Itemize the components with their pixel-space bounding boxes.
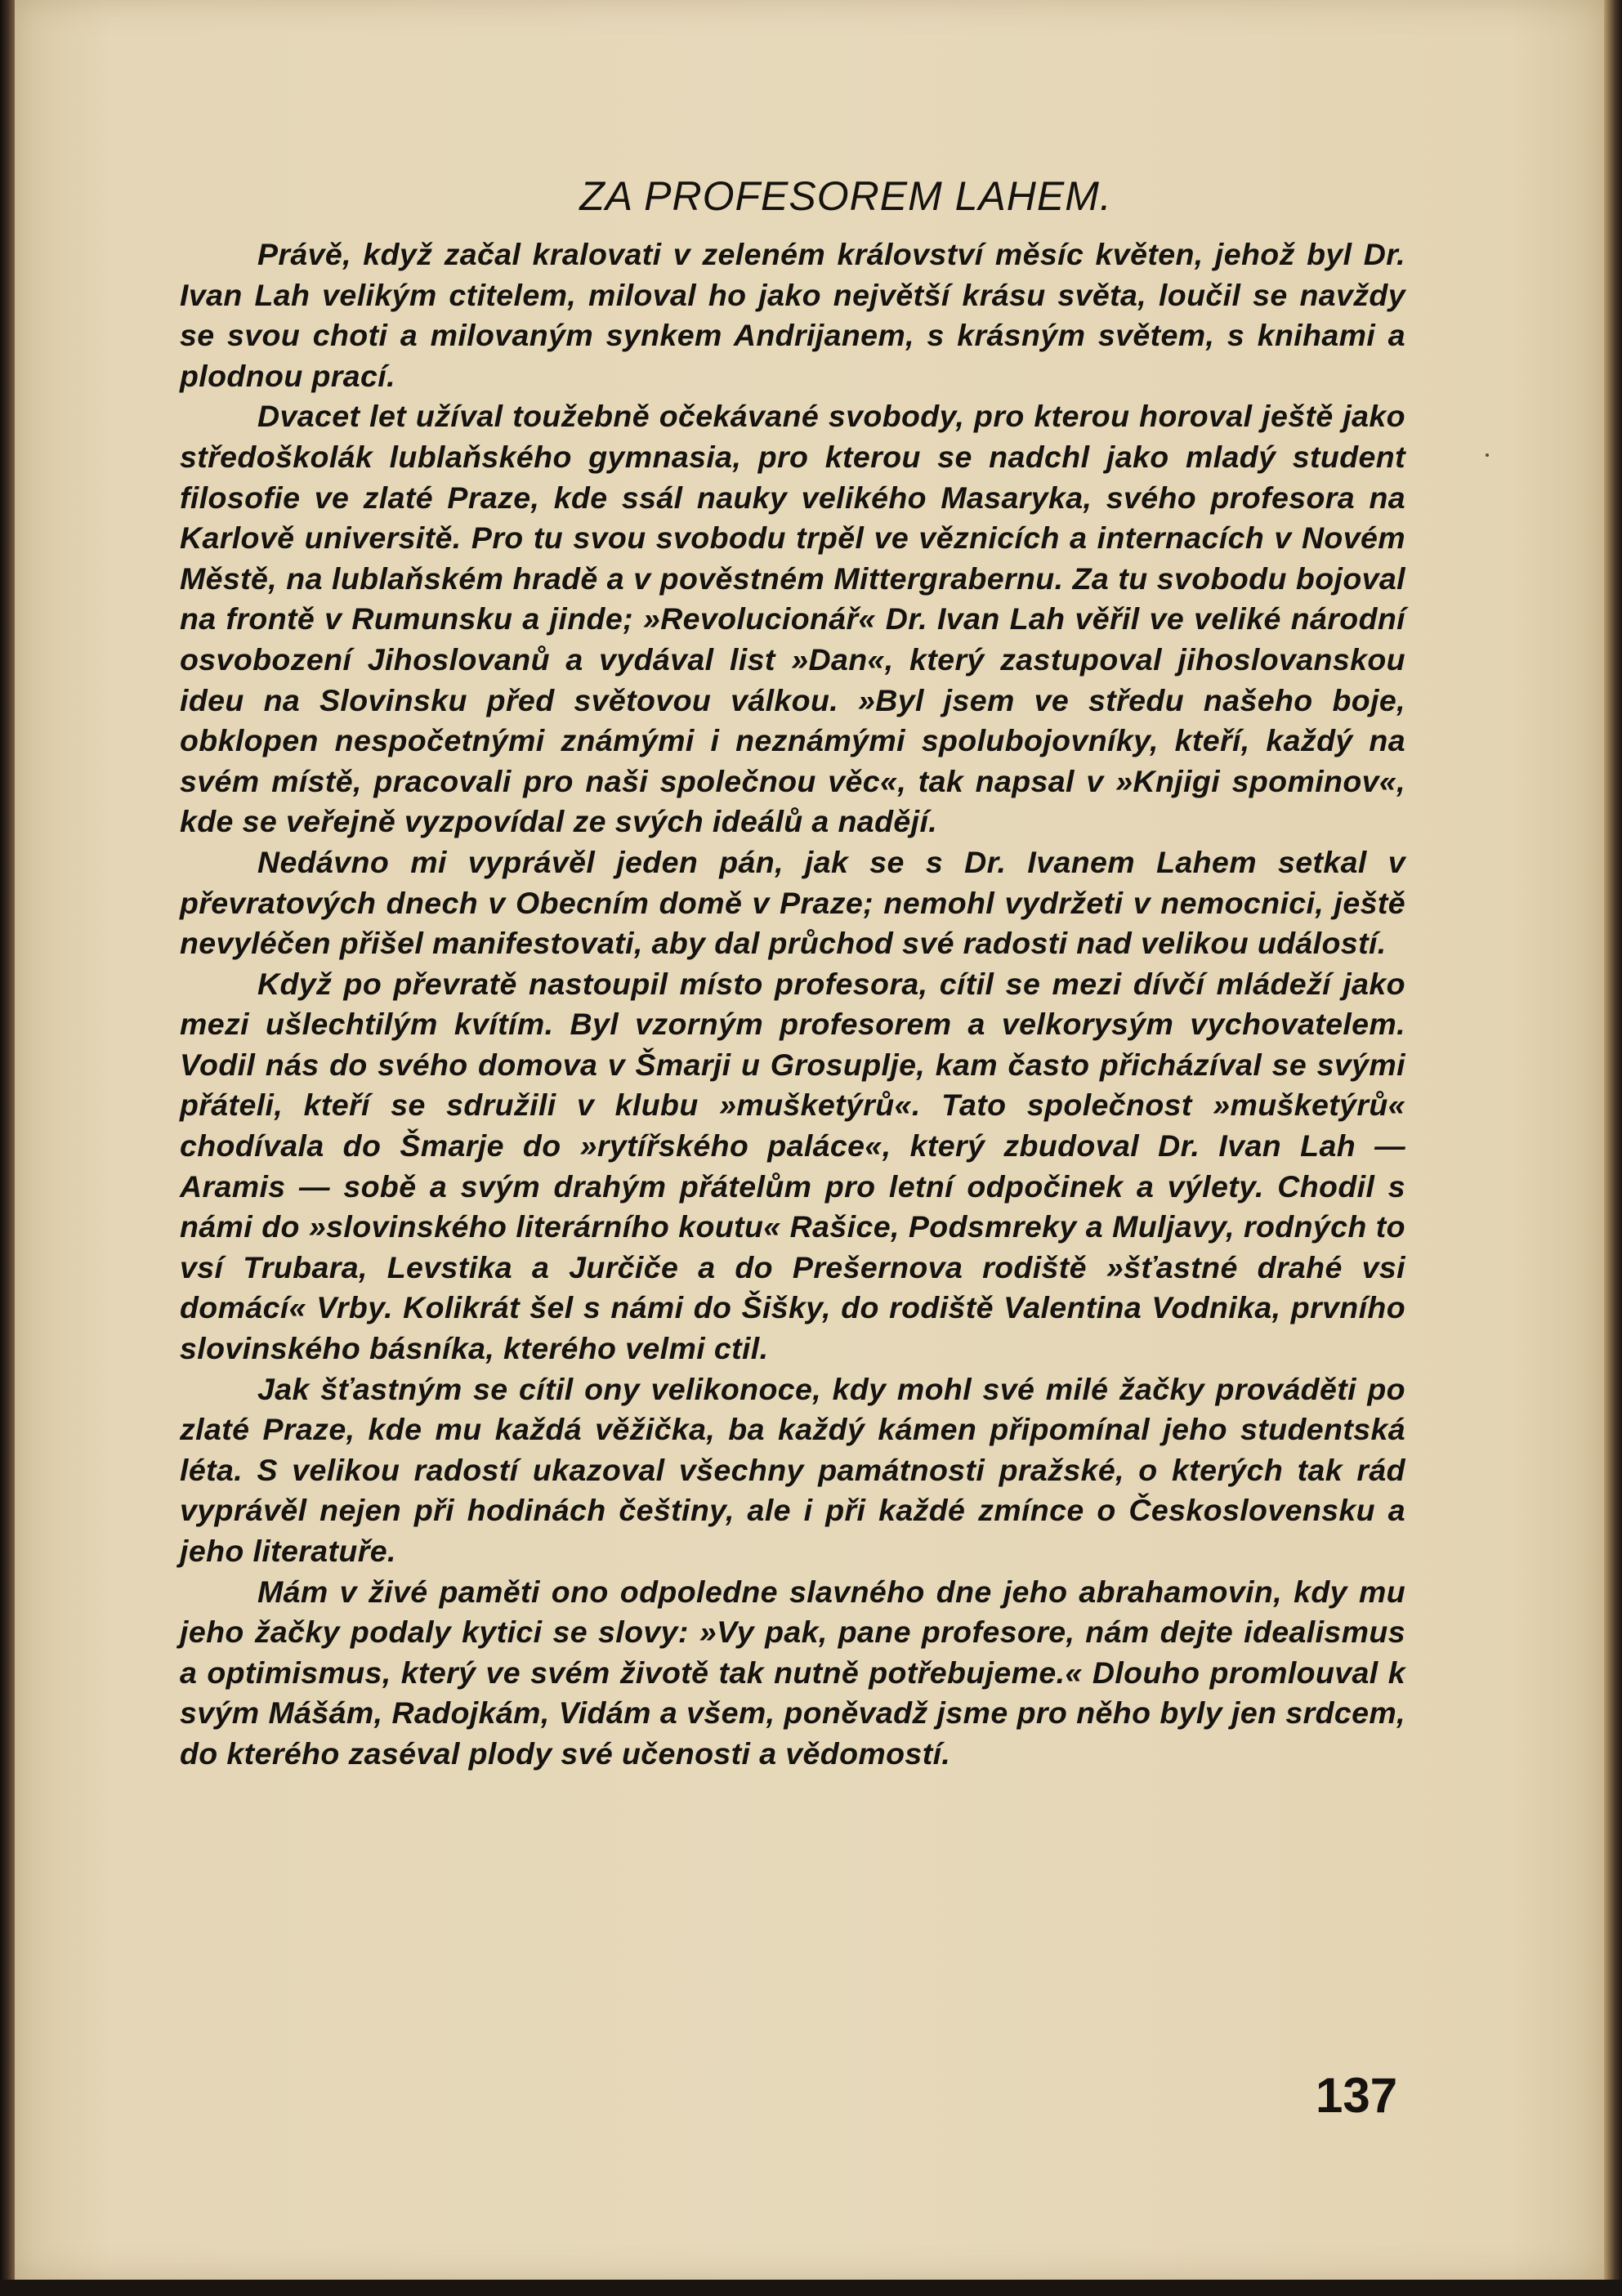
paragraph-1: Právě, když začal kralovati v zeleném království měsíc květen, jehož byl Dr. Ivan Lah velikým ctitelem, miloval ho jako největší krásu světa, loučil se navždy se svou choti a milovaným synkem Andrijanem, s krásným světem, s knihami a plodnou prací. xyxy=(180,237,1405,393)
paragraph-2: Dvacet let užíval toužebně očekávané svobody, pro kterou horoval ještě jako středoškolák lublaňského gymnasia, pro kterou se nadchl jako mladý student filosofie ve zlaté Praze, kde ssál nauky velikého Masaryka, svého profesora na Karlově universitě. Pro tu svou svobodu trpěl ve věznicích a internacích v Novém Městě, na lublaňském hradě a v pověstném Mittergrabernu. Za tu svobodu bojoval na frontě v Rumunsku a jinde; »Revolucionář« Dr. Ivan Lah věřil ve veliké národní osvobození Jihoslovanů a vydával list »Dan«, který zastupoval jihoslovanskou ideu na Slovinsku před světovou válkou. »Byl jsem ve středu našeho boje, obklopen nespočetnými známými i neznámými spolubojovníky, kteří, každý na svém místě, pracovali pro naši společnou věc«, tak napsal v »Knjigi spominov«, kde se veřejně vyzpovídal ze svých ideálů a nadějí. xyxy=(180,399,1405,839)
book-spine-shadow xyxy=(0,0,15,2296)
paper-speck xyxy=(1486,453,1489,457)
page-right-edge xyxy=(1604,0,1622,2296)
paragraph-6: Mám v živé paměti ono odpoledne slavného dne jeho abrahamovin, kdy mu jeho žačky podaly kytici se slovy: »Vy pak, pane profesore, nám dejte idealismus a optimismus, který ve svém životě tak nutně potřebujeme.« Dlouho promlouval k svým Mášám, Radojkám, Vidám a všem, poněvadž jsme pro něho byly jen srdcem, do kterého zaséval plody své učenosti a vědomostí. xyxy=(180,1574,1405,1771)
article-body xyxy=(180,168,1405,1775)
page-number: 137 xyxy=(1316,2068,1398,2123)
article-title: ZA PROFESOREM LAHEM. xyxy=(579,173,1112,219)
page-bottom-edge xyxy=(0,2280,1622,2296)
paragraph-3: Nedávno mi vyprávěl jeden pán, jak se s Dr. Ivanem Lahem setkal v převratových dnech v Obecním domě v Praze; nemohl vydržeti v nemocnici, ještě nevyléčen přišel manifestovati, aby dal průchod své radosti nad velikou událostí. xyxy=(180,844,1405,961)
paragraph-5: Jak šťastným se cítil ony velikonoce, kdy mohl své milé žačky prováděti po zlaté Praze, kde mu každá věžička, ba každý kámen připomínal jeho studentská léta. S velikou radostí ukazoval všechny památnosti pražské, o kterých tak rád vyprávěl nejen při hodinách češtiny, ale i při každé zmínce o Československu a jeho literatuře. xyxy=(180,1371,1405,1568)
paragraph-4: Když po převratě nastoupil místo profesora, cítil se mezi dívčí mládeží jako mezi ušlechtilým kvítím. Byl vzorným profesorem a velkorysým vychovatelem. Vodil nás do svého domova v Šmarji u Grosuplje, kam často přicházíval se svými přáteli, kteří se sdružili v klubu »mušketýrů«. Tato společnost »mušketýrů« chodívala do Šmarje do »rytířského paláce«, který zbudoval Dr. Ivan Lah — Aramis — sobě a svým drahým přátelům pro letní odpočinek a výlety. Chodil s námi do »slovinského literárního koutu« Rašice, Podsmreky a Muljavy, rodných to vsí Trubara, Levstika a Jurčiče a do Prešernova rodiště »šťastné drahé vsi domácí« Vrby. Kolikrát šel s námi do Šišky, do rodiště Valentina Vodnika, prvního slovinského básníka, kterého velmi ctil. xyxy=(180,966,1405,1366)
